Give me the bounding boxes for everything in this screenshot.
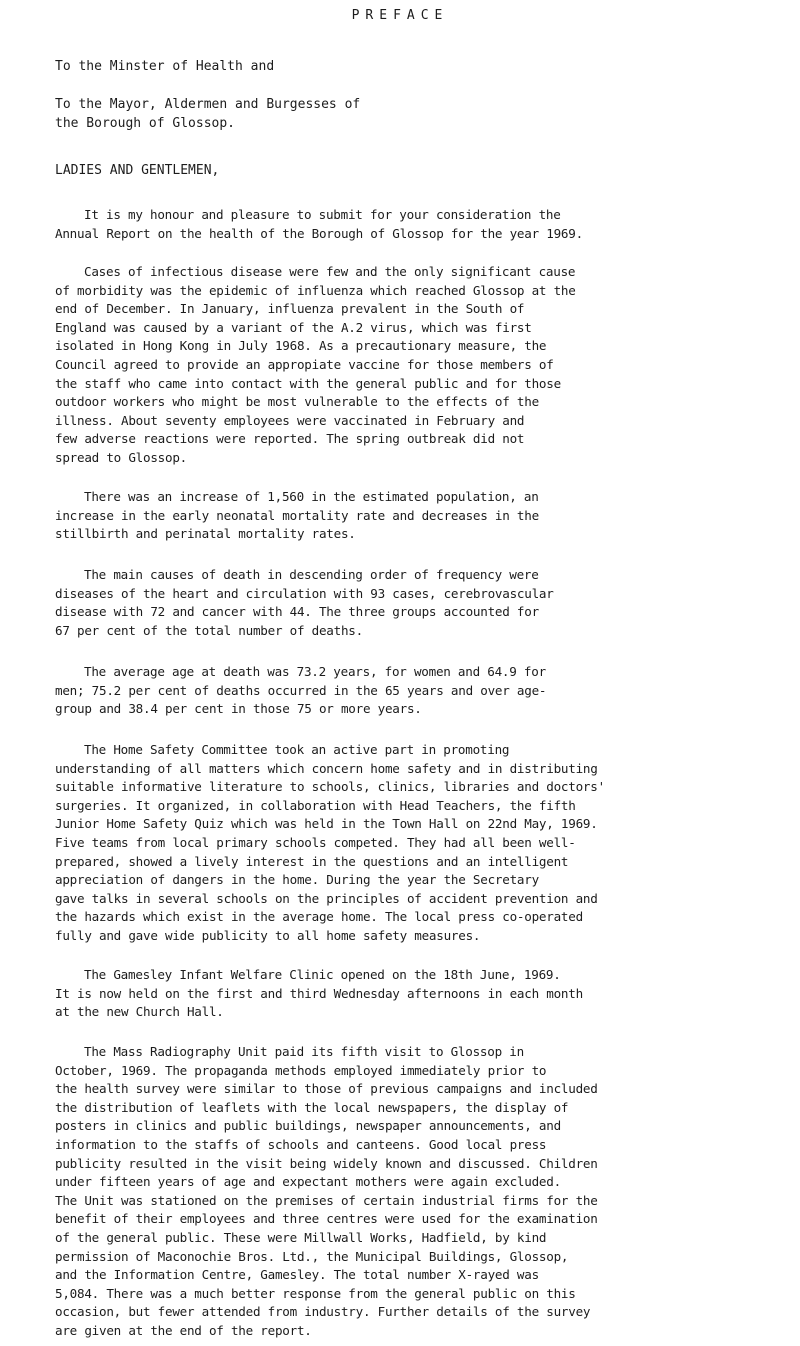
paragraph-line: outdoor workers who might be most vulnerable to the effects of the — [55, 394, 539, 410]
paragraph-line: benefit of their employees and three centres were used for the examination — [55, 1211, 598, 1227]
paragraph-line: the hazards which exist in the average home. The local press co-operated — [55, 909, 583, 925]
paragraph-line: are given at the end of the report. — [55, 1322, 312, 1338]
paragraph-line: end of December. In January, influenza prevalent in the South of — [55, 301, 525, 317]
paragraph-line: permission of Maconochie Bros. Ltd., the Municipal Buildings, Glossop, — [55, 1248, 569, 1264]
paragraph-line: Annual Report on the health of the Borough of Glossop for the year 1969. — [55, 225, 583, 241]
paragraph-infectious-disease — [55, 263, 790, 468]
paragraph-line: The main causes of death in descending order of frequency were — [84, 567, 539, 582]
paragraph-line: 5,084. There was a much better response from the general public on this — [55, 1285, 576, 1301]
paragraph-line: The Unit was stationed on the premises of certain industrial firms for the — [55, 1192, 598, 1208]
paragraph-line: Council agreed to provide an appropiate vaccine for those members of — [55, 356, 554, 372]
paragraph-line: It is now held on the first and third Wednesday afternoons in each month — [55, 985, 583, 1001]
paragraph-home-safety — [55, 741, 790, 946]
paragraph-line: occasion, but fewer attended from industry. Further details of the survey — [55, 1304, 591, 1320]
paragraph-line: posters in clinics and public buildings, newspaper announcements, and — [55, 1118, 561, 1134]
paragraph-average-age — [55, 663, 790, 719]
paragraph-line: and the Information Centre, Gamesley. The total number X-rayed was — [55, 1267, 539, 1283]
paragraph-line: prepared, showed a lively interest in the questions and an intelligent — [55, 853, 569, 869]
paragraph-line: gave talks in several schools on the principles of accident prevention and — [55, 890, 598, 906]
address-mayor-line: the Borough of Glossop. — [55, 116, 236, 131]
paragraph-line: disease with 72 and cancer with 44. The three groups accounted for — [55, 604, 539, 620]
paragraph-line: October, 1969. The propaganda methods employed immediately prior to — [55, 1062, 547, 1078]
paragraph-population — [55, 488, 790, 544]
paragraph-line: under fifteen years of age and expectant mothers were again excluded. — [55, 1174, 561, 1190]
paragraph-line: The average age at death was 73.2 years, for women and 64.9 for — [84, 664, 546, 679]
paragraph-mass-radiography — [55, 1043, 790, 1341]
paragraph-line: the staff who came into contact with the general public and for those — [55, 375, 561, 391]
salutation: LADIES AND GENTLEMEN, — [55, 163, 220, 178]
paragraph-line: surgeries. It organized, in collaboration with Head Teachers, the fifth — [55, 797, 576, 813]
paragraph-line: understanding of all matters which concern home safety and in distributing — [55, 760, 598, 776]
paragraph-line: England was caused by a variant of the A.2 virus, which was first — [55, 319, 532, 335]
paragraph-line: the distribution of leaflets with the local newspapers, the display of — [55, 1099, 569, 1115]
paragraph-line: The Mass Radiography Unit paid its fifth visit to Glossop in — [84, 1044, 524, 1059]
paragraph-line: Five teams from local primary schools competed. They had all been well- — [55, 834, 576, 850]
paragraph-line: publicity resulted in the visit being widely known and discussed. Children — [55, 1155, 598, 1171]
paragraph-line: illness. About seventy employees were vaccinated in February and — [55, 412, 525, 428]
paragraph-report-intro — [55, 206, 790, 243]
paragraph-causes-of-death — [55, 566, 790, 640]
paragraph-line: of the general public. These were Millwall Works, Hadfield, by kind — [55, 1229, 547, 1245]
paragraph-line: information to the staffs of schools and canteens. Good local press — [55, 1136, 547, 1152]
paragraph-line: fully and gave wide publicity to all home safety measures. — [55, 927, 481, 943]
address-mayor-line: To the Mayor, Aldermen and Burgesses of — [55, 97, 361, 112]
page-heading: PREFACE — [351, 8, 449, 23]
address-minister: To the Minster of Health and — [55, 59, 275, 74]
paragraph-line: group and 38.4 per cent in those 75 or more years. — [55, 701, 422, 717]
paragraph-line: men; 75.2 per cent of deaths occurred in the 65 years and over age- — [55, 682, 547, 698]
paragraph-line: There was an increase of 1,560 in the estimated population, an — [84, 489, 539, 504]
paragraph-line: The Gamesley Infant Welfare Clinic opened on the 18th June, 1969. — [84, 967, 561, 982]
paragraph-line: suitable informative literature to schools, clinics, libraries and doctors' — [55, 779, 605, 795]
paragraph-line: isolated in Hong Kong in July 1968. As a precautionary measure, the — [55, 338, 547, 354]
paragraph-line: appreciation of dangers in the home. During the year the Secretary — [55, 872, 539, 888]
paragraph-line: Cases of infectious disease were few and the only significant cause — [84, 264, 576, 279]
paragraph-line: 67 per cent of the total number of deaths. — [55, 622, 363, 638]
paragraph-line: spread to Glossop. — [55, 449, 187, 465]
paragraph-line: the health survey were similar to those of previous campaigns and included — [55, 1081, 598, 1097]
paragraph-line: few adverse reactions were reported. The spring outbreak did not — [55, 431, 525, 447]
paragraph-line: of morbidity was the epidemic of influenza which reached Glossop at the — [55, 282, 576, 298]
paragraph-line: diseases of the heart and circulation with 93 cases, cerebrovascular — [55, 585, 554, 601]
paragraph-line: increase in the early neonatal mortality rate and decreases in the — [55, 507, 539, 523]
paragraph-line: It is my honour and pleasure to submit for your consideration the — [84, 207, 561, 222]
paragraph-infant-welfare-clinic — [55, 966, 790, 1022]
paragraph-line: Junior Home Safety Quiz which was held in the Town Hall on 22nd May, 1969. — [55, 816, 598, 832]
paragraph-line: The Home Safety Committee took an active part in promoting — [84, 742, 510, 757]
paragraph-line: at the new Church Hall. — [55, 1004, 224, 1020]
paragraph-line: stillbirth and perinatal mortality rates. — [55, 526, 356, 542]
